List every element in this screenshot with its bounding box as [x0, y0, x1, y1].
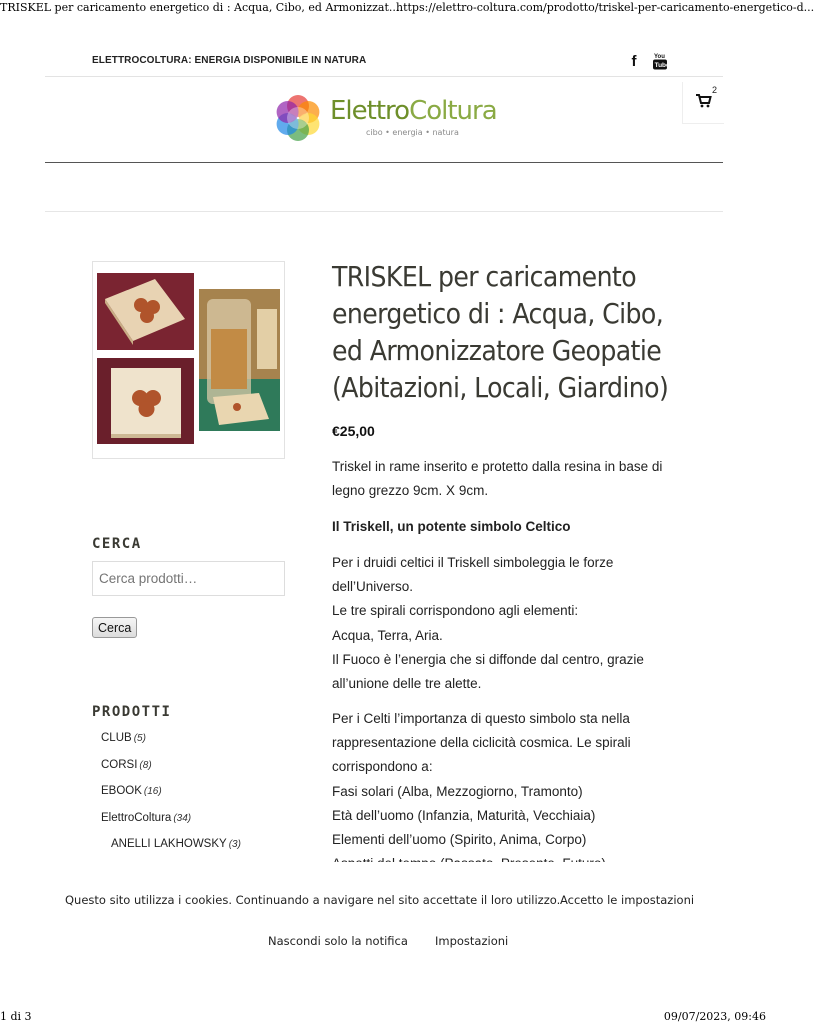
product-categories-list: [101, 732, 291, 865]
description-intro: Triskel in rame inserito e protetto dalla resina in base di legno grezzo 9cm. X 9cm.: [332, 459, 663, 499]
cookie-notice: [0, 862, 768, 1002]
description-heading: Il Triskell, un potente simbolo Celtico: [332, 519, 571, 534]
cookie-message: Questo sito utilizza i cookies. Continuando a navigare nel sito accettate il loro utilizzo.: [65, 893, 561, 907]
print-page-number: 1 di 3: [0, 1010, 32, 1023]
product-price: €25,00: [332, 423, 375, 439]
category-label[interactable]: ElettroColtura: [101, 811, 172, 824]
category-item-club[interactable]: [101, 732, 291, 759]
accept-cookies-button[interactable]: Accetto le impostazioni: [560, 893, 695, 907]
brand-subtitle: cibo • energia • natura: [366, 128, 459, 137]
product-description-block-1: [332, 551, 677, 696]
flower-of-life-logo-icon: [272, 92, 324, 144]
cart-count-badge: 2: [712, 85, 718, 95]
top-bar: [45, 45, 723, 77]
brand-name: [330, 96, 497, 126]
category-label[interactable]: CLUB: [101, 732, 132, 744]
nav-divider: [45, 211, 723, 212]
product-image-bottom-left[interactable]: [97, 358, 194, 444]
product-image-top-left[interactable]: [97, 273, 194, 350]
shopping-cart-icon: [696, 94, 711, 108]
print-page-url: https://elettro-coltura.com/prodotto/triskel-per-caricamento-energetico-d...: [396, 1, 814, 14]
brand-name-part2: Coltura: [409, 96, 497, 126]
search-widget-heading: CERCA: [92, 536, 142, 552]
cart-button[interactable]: [682, 82, 724, 124]
category-count: (5): [133, 733, 146, 744]
description-paragraph-1: Per i druidi celtici il Triskell simboleggia le forze dell’Universo. Le tre spirali corrispondono agli elementi: Acqua, Terra, Aria. Il Fuoco è l’energia che si diffonde dal centro, grazie all’unione delle tre alette.: [332, 555, 644, 692]
print-footer: [0, 1008, 768, 1024]
svg-text:Tube: Tube: [654, 62, 670, 70]
products-widget-heading: PRODOTTI: [92, 704, 172, 720]
svg-text:You: You: [654, 54, 665, 60]
print-page-title: TRISKEL per caricamento energetico di : Acqua, Cibo, ed Armonizzat...: [0, 1, 400, 14]
search-button[interactable]: Cerca: [92, 617, 137, 638]
hide-notice-button[interactable]: Nascondi solo la notifica: [268, 934, 408, 948]
product-image-right[interactable]: [199, 289, 280, 431]
youtube-icon[interactable]: [651, 51, 669, 71]
description-paragraph-2: Per i Celti l’importanza di questo simbolo sta nella rappresentazione della ciclicità cosmica. Le spirali corrispondono a: Fasi solari (Alba, Mezzogiorno, Tramonto) Età dell’uomo (Infanzia, Maturità, Vecchiaia) Elementi dell’uomo (Spirito, Anima, Corpo): [332, 711, 631, 848]
category-label[interactable]: CORSI: [101, 758, 138, 771]
product-title: TRISKEL per caricamento energetico di : Acqua, Cibo, ed Armonizzatore Geopatie (Abitazioni, Locali, Giardino): [332, 260, 669, 404]
category-count: (16): [143, 786, 162, 797]
category-item-elettrocoltura[interactable]: [101, 812, 291, 839]
product-description-block-2: [332, 707, 677, 876]
product-description: [332, 455, 677, 503]
site-tagline: ELETTROCOLTURA: ENERGIA DISPONIBILE IN NATURA: [92, 55, 367, 66]
print-header: [0, 0, 814, 18]
site-logo[interactable]: [272, 92, 512, 148]
product-search-input[interactable]: [92, 561, 285, 596]
product-description-heading-block: [332, 515, 677, 539]
facebook-icon[interactable]: f: [631, 52, 637, 70]
category-label[interactable]: EBOOK: [101, 785, 142, 797]
category-count: (8): [139, 759, 152, 771]
brand-name-part1: Elettro: [330, 96, 410, 126]
category-count: (34): [173, 812, 192, 824]
header-divider: [45, 162, 723, 163]
category-count: (3): [228, 839, 241, 850]
print-datetime: 09/07/2023, 09:46: [663, 1010, 766, 1023]
category-item-ebook[interactable]: [101, 785, 291, 812]
product-gallery[interactable]: [92, 261, 285, 459]
category-item-anelli-lakhowsky[interactable]: [101, 838, 291, 865]
cookie-settings-button[interactable]: Impostazioni: [435, 934, 509, 948]
category-label[interactable]: ANELLI LAKHOWSKY: [111, 838, 227, 850]
category-item-corsi[interactable]: [101, 759, 291, 786]
